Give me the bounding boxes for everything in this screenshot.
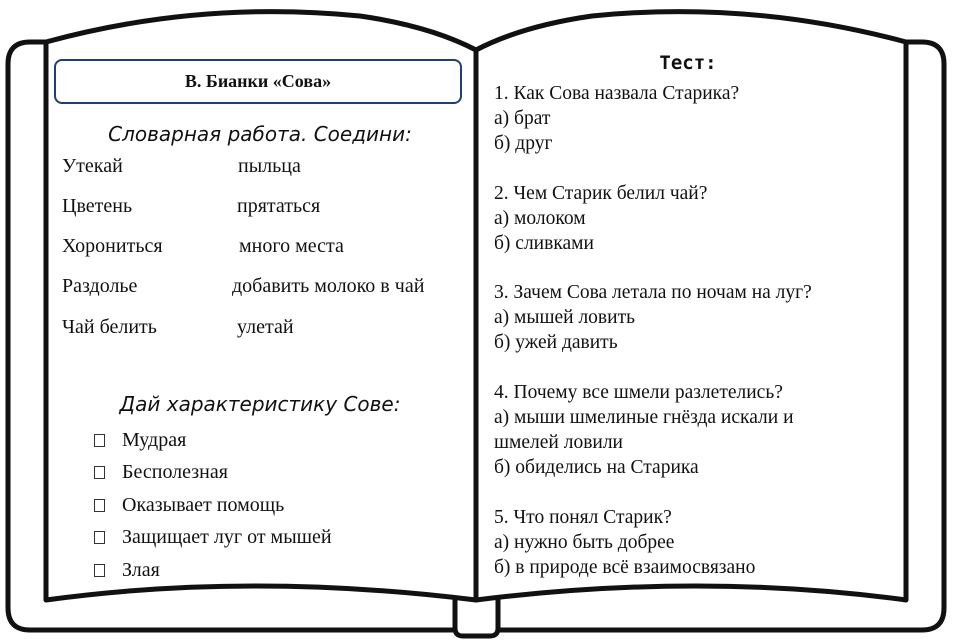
question-block bbox=[494, 281, 874, 356]
vocab-word: Цветень bbox=[62, 195, 133, 217]
list-item bbox=[92, 489, 332, 522]
answer-option: б) в природе всё взаимосвязано bbox=[494, 556, 756, 578]
vocab-word: Раздолье bbox=[62, 275, 138, 297]
question-text: 2. Чем Старик белил чай? bbox=[494, 182, 708, 204]
vocab-heading: Словарная работа. Соедини: bbox=[108, 122, 412, 146]
answer-option: а) нужно быть добрее bbox=[494, 531, 675, 553]
list-item bbox=[92, 522, 332, 555]
answer-option: а) молоком bbox=[494, 207, 586, 229]
list-item-label: Бесполезная bbox=[122, 461, 228, 484]
question-block bbox=[494, 506, 874, 581]
book-title: В. Бианки «Сова» bbox=[184, 71, 332, 91]
answer-option: б) друг bbox=[494, 132, 553, 154]
checkbox[interactable] bbox=[94, 499, 105, 512]
checkbox[interactable] bbox=[94, 466, 105, 479]
answer-option: а) брат bbox=[494, 107, 551, 129]
list-item bbox=[92, 457, 332, 490]
book-title-box bbox=[54, 59, 462, 104]
answer-option-continued: шмелей ловили bbox=[494, 431, 623, 453]
question-block bbox=[494, 381, 874, 481]
characterize-heading: Дай характеристику Сове: bbox=[119, 392, 401, 416]
vocab-meaning: прятаться bbox=[237, 195, 321, 217]
test-questions bbox=[494, 82, 874, 606]
list-item bbox=[92, 554, 332, 587]
checkbox[interactable] bbox=[94, 531, 105, 544]
vocab-word: Чай белить bbox=[62, 316, 157, 338]
vocab-meaning: улетай bbox=[237, 316, 294, 338]
question-text: 1. Как Сова назвала Старика? bbox=[494, 83, 740, 104]
question-block bbox=[494, 82, 874, 157]
characterize-list bbox=[92, 424, 332, 587]
vocab-word: Утекай bbox=[62, 155, 123, 177]
answer-option: а) мыши шмелиные гнёзда искали и bbox=[494, 407, 794, 429]
list-item-label: Защищает луг от мышей bbox=[122, 526, 332, 549]
list-item-label: Злая bbox=[122, 558, 160, 581]
vocab-word: Хорониться bbox=[62, 235, 163, 257]
test-title: Тест: bbox=[659, 52, 717, 74]
vocab-meaning: пыльца bbox=[238, 155, 301, 177]
answer-option: б) ужей давить bbox=[494, 332, 618, 354]
list-item-label: Мудрая bbox=[122, 428, 187, 451]
answer-option: б) сливками bbox=[494, 232, 594, 254]
answer-option: а) мышей ловить bbox=[494, 307, 635, 329]
vocab-meaning: добавить молоко в чай bbox=[232, 275, 425, 297]
checkbox[interactable] bbox=[94, 564, 105, 577]
vocab-meaning: много места bbox=[239, 235, 344, 257]
question-text: 3. Зачем Сова летала по ночам на луг? bbox=[494, 282, 812, 304]
answer-option: б) обиделись на Старика bbox=[494, 456, 699, 478]
list-item-label: Оказывает помощь bbox=[122, 493, 285, 516]
question-text: 5. Что понял Старик? bbox=[494, 506, 672, 528]
question-text: 4. Почему все шмели разлетелись? bbox=[494, 382, 783, 404]
list-item bbox=[92, 424, 332, 457]
question-block bbox=[494, 182, 874, 257]
checkbox[interactable] bbox=[94, 434, 105, 447]
